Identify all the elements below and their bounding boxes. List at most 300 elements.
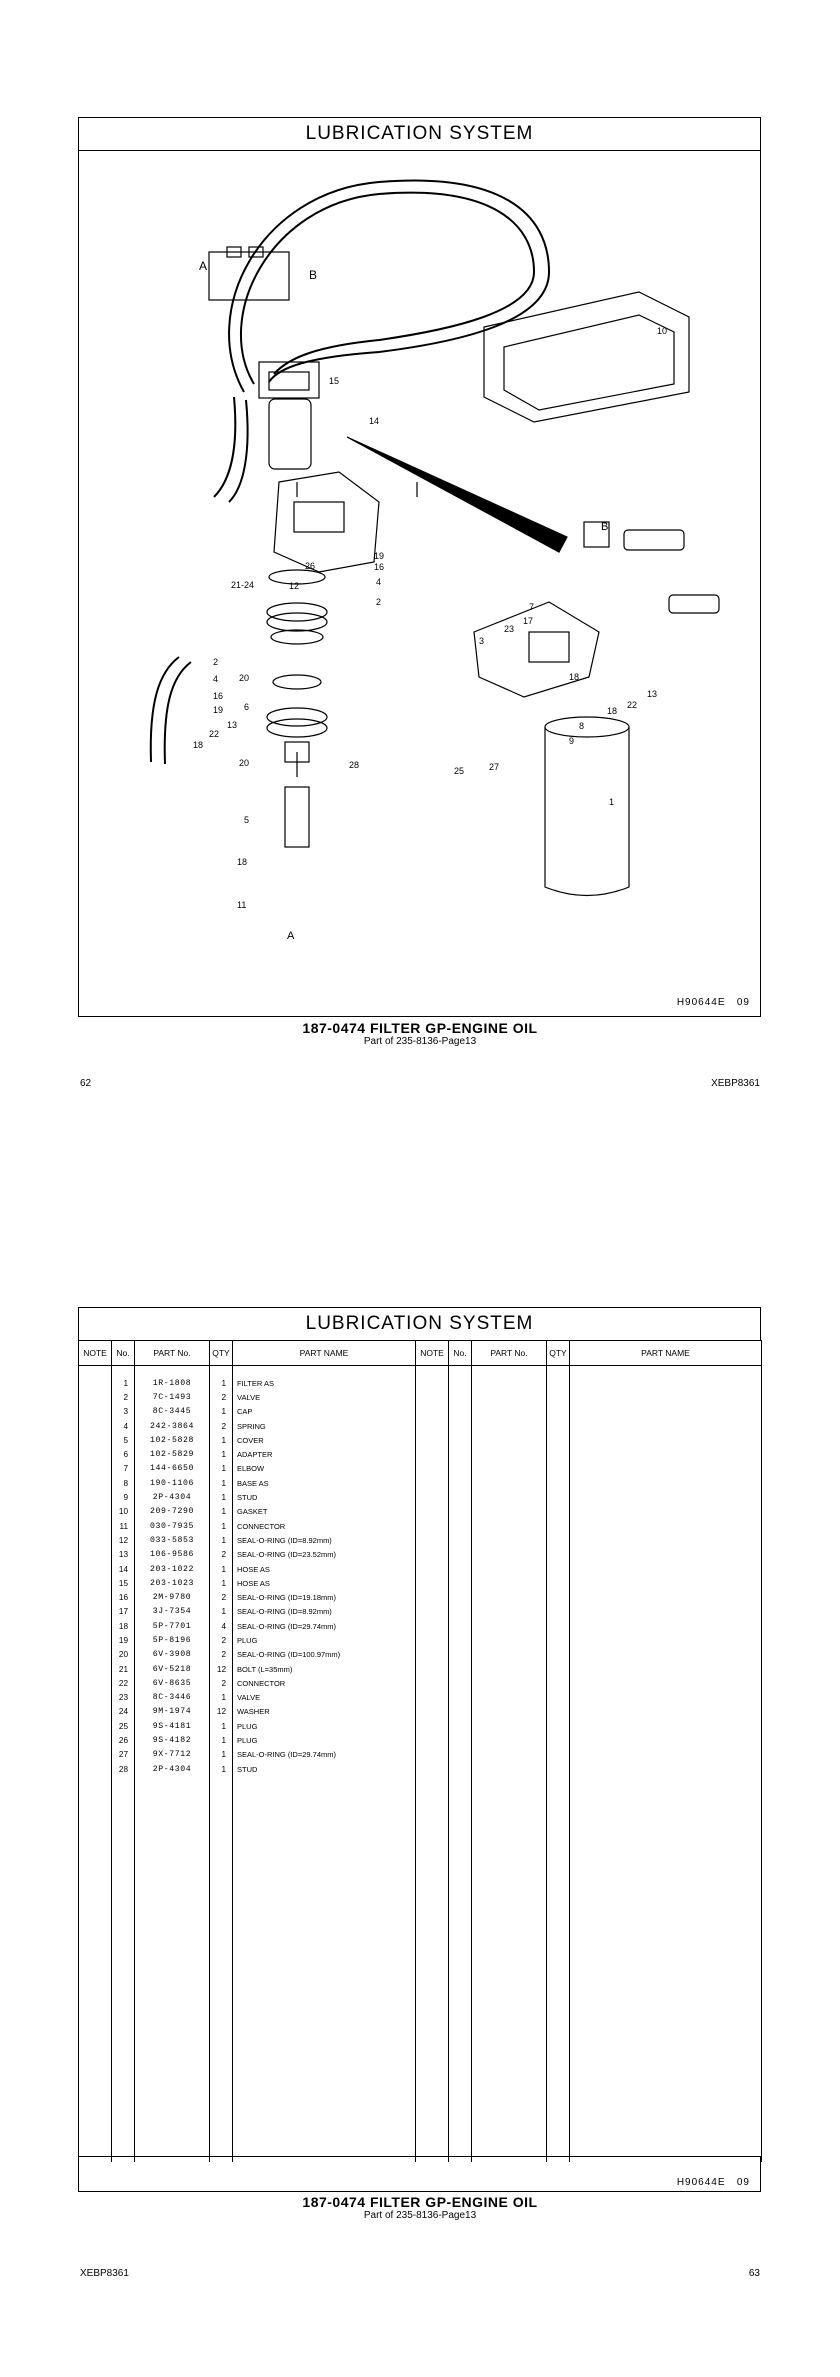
cell-note [79,1576,112,1590]
cell-part-no-2 [472,1848,547,1862]
cell-no-2 [449,1976,472,1990]
cell-note-2 [416,1505,449,1519]
cell-no [112,2119,135,2133]
col-note-2: NOTE [416,1341,449,1366]
parts-title-frame [78,1307,761,1341]
cell-qty [210,1805,233,1819]
caption-subtitle: Part of 235-8136-Page13 [363,1036,477,1047]
cell-part-no-2 [472,1433,547,1447]
callout: 10 [657,326,668,336]
cell-no: 16 [112,1590,135,1604]
cell-part-name-2 [570,1633,762,1647]
cell-note-2 [416,1519,449,1533]
cell-qty [210,1962,233,1976]
callout: 28 [349,760,360,770]
callout: A [287,930,295,942]
callout: 13 [227,720,238,730]
cell-no-2 [449,2077,472,2091]
page-number-right: 63 [748,2268,760,2279]
cell-part-no [135,1891,210,1905]
cell-part-no: 6V-8635 [135,1676,210,1690]
cell-part-name-2 [570,2119,762,2133]
callout: 27 [489,762,500,772]
cell-qty-2 [547,1405,570,1419]
cell-part-name: CONNECTOR [233,1676,416,1690]
cell-no-2 [449,2134,472,2148]
cell-no-2 [449,1891,472,1905]
cell-note [79,1505,112,1519]
cell-part-no: 9S-4182 [135,1733,210,1747]
cell-note-2 [416,2077,449,2091]
table-row [79,1662,762,1676]
cell-no-2 [449,1934,472,1948]
cell-note-2 [416,1605,449,1619]
cell-part-no-2 [472,1562,547,1576]
table-row [79,2105,762,2119]
cell-no [112,1805,135,1819]
cell-qty: 4 [210,1619,233,1633]
cell-qty-2 [547,1805,570,1819]
cell-no-2 [449,1576,472,1590]
callout: 20 [239,758,250,768]
cell-note [79,1934,112,1948]
cell-qty-2 [547,1848,570,1862]
cell-qty-2 [547,1976,570,1990]
cell-part-no-2 [472,1991,547,2005]
cell-qty: 1 [210,1462,233,1476]
cell-note-2 [416,1934,449,1948]
cell-no: 19 [112,1633,135,1647]
cell-part-no: 9X-7712 [135,1748,210,1762]
cell-qty [210,1834,233,1848]
callout: 3 [479,636,485,646]
cell-no [112,2105,135,2119]
cell-part-name-2 [570,1419,762,1433]
cell-qty: 1 [210,1405,233,1419]
cell-no-2 [449,1405,472,1419]
cell-qty: 2 [210,1548,233,1562]
cell-qty [210,1934,233,1948]
callout: 25 [454,766,465,776]
cell-no-2 [449,1805,472,1819]
cell-part-no-2 [472,1648,547,1662]
cell-no [112,1791,135,1805]
cell-part-name: CONNECTOR [233,1519,416,1533]
cell-part-name-2 [570,2077,762,2091]
cell-no-2 [449,1705,472,1719]
cell-qty [210,1905,233,1919]
cell-part-no: 2P-4304 [135,1762,210,1776]
cell-part-no: 7C-1493 [135,1390,210,1404]
cell-note-2 [416,1390,449,1404]
cell-part-name-2 [570,1562,762,1576]
cell-part-name [233,1862,416,1876]
cell-qty-2 [547,2005,570,2019]
cell-part-name [233,1876,416,1890]
cell-part-no [135,2091,210,2105]
callout: 20 [239,673,250,683]
callout: 16 [374,562,385,572]
cell-qty-2 [547,1834,570,1848]
cell-part-name [233,2062,416,2076]
cell-note [79,1819,112,1833]
cell-qty-2 [547,1519,570,1533]
cell-qty-2 [547,1462,570,1476]
cell-no-2 [449,1905,472,1919]
cell-no-2 [449,1390,472,1404]
cell-part-no [135,1791,210,1805]
cell-qty-2 [547,1476,570,1490]
table-row [79,1490,762,1504]
table-row [79,1834,762,1848]
cell-part-no [135,1991,210,2005]
cell-part-no-2 [472,1447,547,1461]
cell-no-2 [449,1519,472,1533]
cell-qty [210,1791,233,1805]
cell-part-no-2 [472,1876,547,1890]
cell-part-no [135,2077,210,2091]
cell-note [79,2005,112,2019]
cell-note-2 [416,1662,449,1676]
callout: 14 [369,416,380,426]
cell-part-no-2 [472,1519,547,1533]
doc-number-right: XEBP8361 [80,2268,129,2279]
cell-no: 2 [112,1390,135,1404]
cell-qty: 1 [210,1733,233,1747]
cell-note-2 [416,1705,449,1719]
cell-no [112,1819,135,1833]
cell-part-name [233,1819,416,1833]
cell-part-name [233,2119,416,2133]
cell-note [79,1405,112,1419]
table-row [79,1476,762,1490]
cell-part-no [135,1976,210,1990]
cell-note [79,1619,112,1633]
cell-note [79,2048,112,2062]
cell-part-no [135,1876,210,1890]
cell-no: 24 [112,1705,135,1719]
cell-part-name [233,2134,416,2148]
cell-qty-2 [547,1776,570,1790]
cell-note-2 [416,2005,449,2019]
table-row [79,1919,762,1933]
cell-qty [210,1876,233,1890]
cell-no-2 [449,1919,472,1933]
table-row [79,1791,762,1805]
cell-note [79,2134,112,2148]
cell-part-no [135,2005,210,2019]
cell-qty: 1 [210,1519,233,1533]
cell-part-no: 9M-1974 [135,1705,210,1719]
cell-qty: 2 [210,1676,233,1690]
cell-qty-2 [547,1366,570,1377]
cell-no-2 [449,1791,472,1805]
cell-no: 8 [112,1476,135,1490]
callout: 9 [569,736,575,746]
cell-part-name-2 [570,1862,762,1876]
cell-note-2 [416,1533,449,1547]
cell-no [112,1991,135,2005]
cell-part-no-2 [472,2062,547,2076]
cell-qty-2 [547,1862,570,1876]
cell-part-no-2 [472,1762,547,1776]
callout: 18 [237,857,248,867]
cell-note-2 [416,1676,449,1690]
cell-part-no-2 [472,1619,547,1633]
cell-qty-2 [547,1819,570,1833]
cell-part-name: HOSE AS [233,1562,416,1576]
table-row [79,1462,762,1476]
cell-part-no-2 [472,1962,547,1976]
cell-part-no [135,2048,210,2062]
table-row [79,2034,762,2048]
cell-part-no: 106-9586 [135,1548,210,1562]
cell-qty [210,1976,233,1990]
cell-part-no-2 [472,1719,547,1733]
cell-note-2 [416,1648,449,1662]
cell-part-name [233,1991,416,2005]
cell-part-no-2 [472,1819,547,1833]
cell-qty-2 [547,2062,570,2076]
cell-note [79,1891,112,1905]
cell-part-name: SEAL-O-RING (ID=29.74mm) [233,1748,416,1762]
table-row [79,1419,762,1433]
cell-note-2 [416,1962,449,1976]
cell-note [79,1834,112,1848]
cell-part-no-2 [472,1676,547,1690]
col-no-2: No. [449,1341,472,1366]
cell-qty [210,1991,233,2005]
cell-note-2 [416,1876,449,1890]
cell-part-name: BASE AS [233,1476,416,1490]
cell-part-name-2 [570,1748,762,1762]
cell-qty-2 [547,1490,570,1504]
cell-part-no-2 [472,1605,547,1619]
cell-no-2 [449,1447,472,1461]
cell-part-name-2 [570,1662,762,1676]
cell-no-2 [449,2005,472,2019]
callout: 22 [627,700,638,710]
cell-part-no-2 [472,1891,547,1905]
cell-qty-2 [547,1719,570,1733]
cell-qty-2 [547,2091,570,2105]
cell-part-name-2 [570,1919,762,1933]
cell-qty-2 [547,1748,570,1762]
table-row [79,1762,762,1776]
callout: 21-24 [231,580,255,590]
cell-no-2 [449,2119,472,2133]
table-row [79,2005,762,2019]
cell-no [112,1366,135,1377]
cell-part-no: 190-1106 [135,1476,210,1490]
cell-qty-2 [547,1762,570,1776]
cell-part-no-2 [472,1576,547,1590]
cell-note-2 [416,1447,449,1461]
callout: 17 [523,616,534,626]
cell-no-2 [449,1662,472,1676]
cell-note [79,1962,112,1976]
cell-part-no [135,1862,210,1876]
cell-no [112,2091,135,2105]
cell-no [112,2134,135,2148]
cell-note [79,2091,112,2105]
cell-note [79,1733,112,1747]
cell-qty [210,2105,233,2119]
cell-part-no: 102-5828 [135,1433,210,1447]
cell-part-no: 030-7935 [135,1519,210,1533]
cell-part-name: COVER [233,1433,416,1447]
cell-part-no-2 [472,1662,547,1676]
cell-part-name-2 [570,2134,762,2148]
cell-part-no [135,2134,210,2148]
table-row [79,2048,762,2062]
cell-note [79,1590,112,1604]
cell-no-2 [449,1719,472,1733]
cell-part-name: VALVE [233,1691,416,1705]
cell-part-no-2 [472,1919,547,1933]
cell-part-name-2 [570,1948,762,1962]
cell-part-no [135,2062,210,2076]
cell-part-no [135,2034,210,2048]
cell-no [112,1905,135,1919]
callout: 2 [376,597,382,607]
cell-no: 11 [112,1519,135,1533]
cell-qty-2 [547,1505,570,1519]
cell-qty-2 [547,1705,570,1719]
caption-subtitle-2: Part of 235-8136-Page13 [363,2210,477,2221]
cell-note-2 [416,2134,449,2148]
cell-part-no-2 [472,2019,547,2033]
cell-no: 1 [112,1376,135,1390]
cell-no [112,1934,135,1948]
cell-note [79,1762,112,1776]
cell-part-name-2 [570,1405,762,1419]
cell-note-2 [416,2034,449,2048]
cell-part-name: SEAL-O-RING (ID=100.97mm) [233,1648,416,1662]
cell-part-no [135,1962,210,1976]
cell-part-name-2 [570,1476,762,1490]
cell-note [79,1919,112,1933]
cell-note [79,1548,112,1562]
cell-part-no [135,1948,210,1962]
cell-part-no-2 [472,1733,547,1747]
cell-part-no-2 [472,1462,547,1476]
cell-qty: 1 [210,1576,233,1590]
cell-qty-2 [547,2134,570,2148]
cell-no-2 [449,1419,472,1433]
cell-no [112,2062,135,2076]
cell-part-name: SPRING [233,1419,416,1433]
cell-qty-2 [547,1962,570,1976]
cell-part-name-2 [570,1991,762,2005]
cell-no: 23 [112,1691,135,1705]
cell-part-no-2 [472,1366,547,1377]
callout: 11 [237,900,247,910]
cell-note-2 [416,1476,449,1490]
cell-qty [210,1948,233,1962]
cell-no: 17 [112,1605,135,1619]
cell-part-name [233,2034,416,2048]
cell-part-no: 2M-9780 [135,1590,210,1604]
cell-note [79,1719,112,1733]
cell-part-no-2 [472,1419,547,1433]
cell-part-no-2 [472,2119,547,2133]
cell-qty-2 [547,2105,570,2119]
cell-note-2 [416,1976,449,1990]
cell-part-name-2 [570,1733,762,1747]
cell-qty [210,2034,233,2048]
callout: 18 [569,672,580,682]
cell-note-2 [416,1862,449,1876]
cell-note [79,1905,112,1919]
table-row [79,1519,762,1533]
cell-qty [210,2091,233,2105]
cell-qty [210,1862,233,1876]
illustration-frame [78,117,761,1017]
cell-no: 9 [112,1490,135,1504]
cell-part-name-2 [570,1447,762,1461]
cell-qty-2 [547,2019,570,2033]
cell-note-2 [416,1762,449,1776]
cell-note-2 [416,1791,449,1805]
table-row [79,1705,762,1719]
cell-part-no-2 [472,1590,547,1604]
cell-part-name [233,2005,416,2019]
cell-no [112,1848,135,1862]
cell-part-name [233,1805,416,1819]
cell-note [79,1390,112,1404]
cell-no [112,1876,135,1890]
cell-part-name: CAP [233,1405,416,1419]
callout: 6 [244,702,250,712]
cell-part-no [135,2019,210,2033]
cell-no-2 [449,1776,472,1790]
table-row [79,1605,762,1619]
table-row [79,2091,762,2105]
cell-no: 25 [112,1719,135,1733]
cell-part-no: 203-1022 [135,1562,210,1576]
cell-note-2 [416,1633,449,1647]
cell-part-no-2 [472,1505,547,1519]
cell-note [79,2077,112,2091]
cell-part-no: 8C-3446 [135,1691,210,1705]
cell-note [79,1676,112,1690]
cell-note-2 [416,1548,449,1562]
cell-part-no-2 [472,1934,547,1948]
cell-note [79,1991,112,2005]
cell-qty-2 [547,1419,570,1433]
table-header-row [79,1341,762,1366]
section-title: LUBRICATION SYSTEM [79,118,760,151]
table-row [79,1776,762,1790]
cell-part-name: SEAL-O-RING (ID=29.74mm) [233,1619,416,1633]
cell-part-name [233,2019,416,2033]
cell-part-name: SEAL-O-RING (ID=23.52mm) [233,1548,416,1562]
cell-qty: 2 [210,1590,233,1604]
cell-no-2 [449,1605,472,1619]
cell-qty-2 [547,1633,570,1647]
cell-qty-2 [547,2119,570,2133]
callout: 4 [376,577,382,587]
cell-note-2 [416,1433,449,1447]
cell-part-name [233,1891,416,1905]
cell-note-2 [416,1819,449,1833]
cell-part-no-2 [472,2105,547,2119]
cell-part-no-2 [472,2048,547,2062]
cell-qty: 2 [210,1390,233,1404]
cell-part-no: 6V-3908 [135,1648,210,1662]
cell-part-no-2 [472,1834,547,1848]
